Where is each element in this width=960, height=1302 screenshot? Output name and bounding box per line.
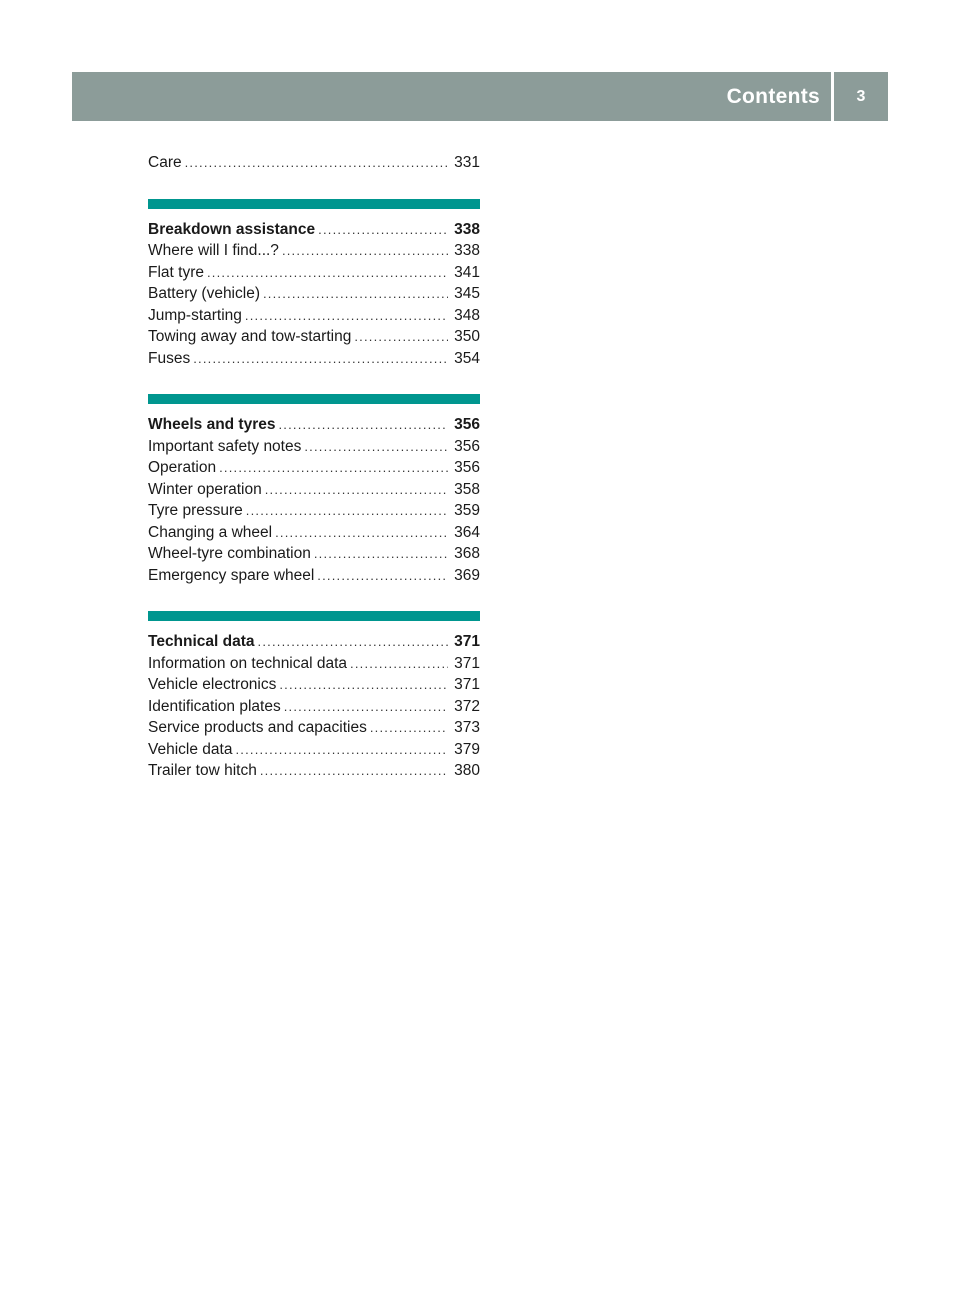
toc-entry[interactable] xyxy=(148,739,480,761)
dot-leader xyxy=(370,717,448,739)
toc-section-heading[interactable] xyxy=(148,414,480,436)
toc-entry[interactable] xyxy=(148,152,480,174)
toc-entry-label: Important safety notes xyxy=(148,437,302,455)
toc-entry-page: 341 xyxy=(454,263,480,281)
dot-leader xyxy=(219,457,448,479)
dot-leader xyxy=(246,500,448,522)
dot-leader xyxy=(265,479,448,501)
table-of-contents xyxy=(148,152,480,782)
toc-entry-label: Care xyxy=(148,154,182,171)
toc-entry-label: Emergency spare wheel xyxy=(148,566,315,584)
toc-heading-page: 371 xyxy=(454,633,480,650)
dot-leader xyxy=(263,283,448,305)
toc-entry[interactable] xyxy=(148,436,480,458)
dot-leader xyxy=(185,152,449,174)
toc-entry[interactable] xyxy=(148,653,480,675)
toc-entry[interactable] xyxy=(148,674,480,696)
dot-leader xyxy=(317,565,448,587)
toc-entry-label: Fuses xyxy=(148,349,191,367)
toc-entry-page: 354 xyxy=(454,349,480,367)
dot-leader xyxy=(245,305,448,327)
toc-entry[interactable] xyxy=(148,696,480,718)
toc-entry-label: Flat tyre xyxy=(148,263,204,281)
toc-entry-label: Towing away and tow-starting xyxy=(148,328,352,345)
toc-entry[interactable] xyxy=(148,348,480,370)
toc-section-heading[interactable] xyxy=(148,631,480,653)
toc-entry-label: Vehicle data xyxy=(148,740,233,758)
dot-leader xyxy=(318,219,448,241)
toc-entry-label: Changing a wheel xyxy=(148,523,273,541)
toc-entry[interactable] xyxy=(148,326,480,348)
toc-entry[interactable] xyxy=(148,500,480,522)
toc-entry-label: Trailer tow hitch xyxy=(148,762,257,779)
dot-leader xyxy=(279,414,449,436)
dot-leader xyxy=(304,436,448,458)
toc-entry[interactable] xyxy=(148,717,480,739)
toc-entry-label: Identification plates xyxy=(148,697,281,715)
dot-leader xyxy=(284,696,448,718)
toc-entry-page: 380 xyxy=(454,762,480,779)
section-divider xyxy=(148,611,480,621)
toc-entry-page: 358 xyxy=(454,480,480,498)
toc-entry[interactable] xyxy=(148,283,480,305)
dot-leader xyxy=(275,522,448,544)
dot-leader xyxy=(314,543,448,565)
toc-entry-label: Battery (vehicle) xyxy=(148,285,260,302)
toc-entry-label: Winter operation xyxy=(148,480,262,498)
toc-entry-label: Information on technical data xyxy=(148,654,348,672)
page-header xyxy=(72,72,888,121)
toc-entry-page: 371 xyxy=(454,676,480,693)
toc-entry-page: 356 xyxy=(454,459,480,476)
toc-entry[interactable] xyxy=(148,565,480,587)
dot-leader xyxy=(193,348,448,370)
toc-heading-label: Breakdown assistance xyxy=(148,220,316,238)
toc-entry[interactable] xyxy=(148,240,480,262)
toc-entry[interactable] xyxy=(148,543,480,565)
dot-leader xyxy=(258,631,449,653)
section-divider xyxy=(148,199,480,209)
toc-entry-label: Operation xyxy=(148,459,217,476)
toc-section-heading[interactable] xyxy=(148,219,480,241)
toc-entry-page: 338 xyxy=(454,242,480,259)
toc-entry[interactable] xyxy=(148,262,480,284)
dot-leader xyxy=(354,326,448,348)
toc-entry-label: Wheel-tyre combination xyxy=(148,545,311,562)
toc-entry-page: 371 xyxy=(454,654,480,672)
toc-entry-label: Vehicle electronics xyxy=(148,676,277,693)
dot-leader xyxy=(282,240,448,262)
toc-entry-page: 345 xyxy=(454,285,480,302)
toc-entry-label: Tyre pressure xyxy=(148,502,243,519)
toc-entry[interactable] xyxy=(148,760,480,782)
dot-leader xyxy=(260,760,448,782)
toc-entry-page: 364 xyxy=(454,523,480,541)
dot-leader xyxy=(235,739,448,761)
toc-entry-page: 348 xyxy=(454,306,480,324)
toc-entry-page: 331 xyxy=(454,154,480,171)
toc-heading-page: 356 xyxy=(454,416,480,433)
toc-entry-page: 359 xyxy=(454,502,480,519)
toc-entry-page: 379 xyxy=(454,740,480,758)
toc-entry-page: 356 xyxy=(454,437,480,455)
header-title: Contents xyxy=(726,85,820,108)
toc-entry[interactable] xyxy=(148,305,480,327)
toc-entry-label: Jump-starting xyxy=(148,306,242,324)
dot-leader xyxy=(207,262,448,284)
header-page-number: 3 xyxy=(856,88,866,105)
toc-entry-page: 372 xyxy=(454,697,480,715)
toc-heading-label: Technical data xyxy=(148,633,255,650)
dot-leader xyxy=(350,653,448,675)
section-divider xyxy=(148,394,480,404)
toc-heading-label: Wheels and tyres xyxy=(148,416,276,433)
toc-entry[interactable] xyxy=(148,479,480,501)
toc-entry-page: 369 xyxy=(454,566,480,584)
toc-entry[interactable] xyxy=(148,457,480,479)
toc-entry-page: 350 xyxy=(454,328,480,345)
toc-entry[interactable] xyxy=(148,522,480,544)
toc-entry-page: 368 xyxy=(454,545,480,562)
dot-leader xyxy=(279,674,448,696)
toc-entry-label: Service products and capacities xyxy=(148,719,367,736)
toc-entry-label: Where will I find...? xyxy=(148,242,279,259)
toc-heading-page: 338 xyxy=(454,220,480,238)
toc-entry-page: 373 xyxy=(454,719,480,736)
